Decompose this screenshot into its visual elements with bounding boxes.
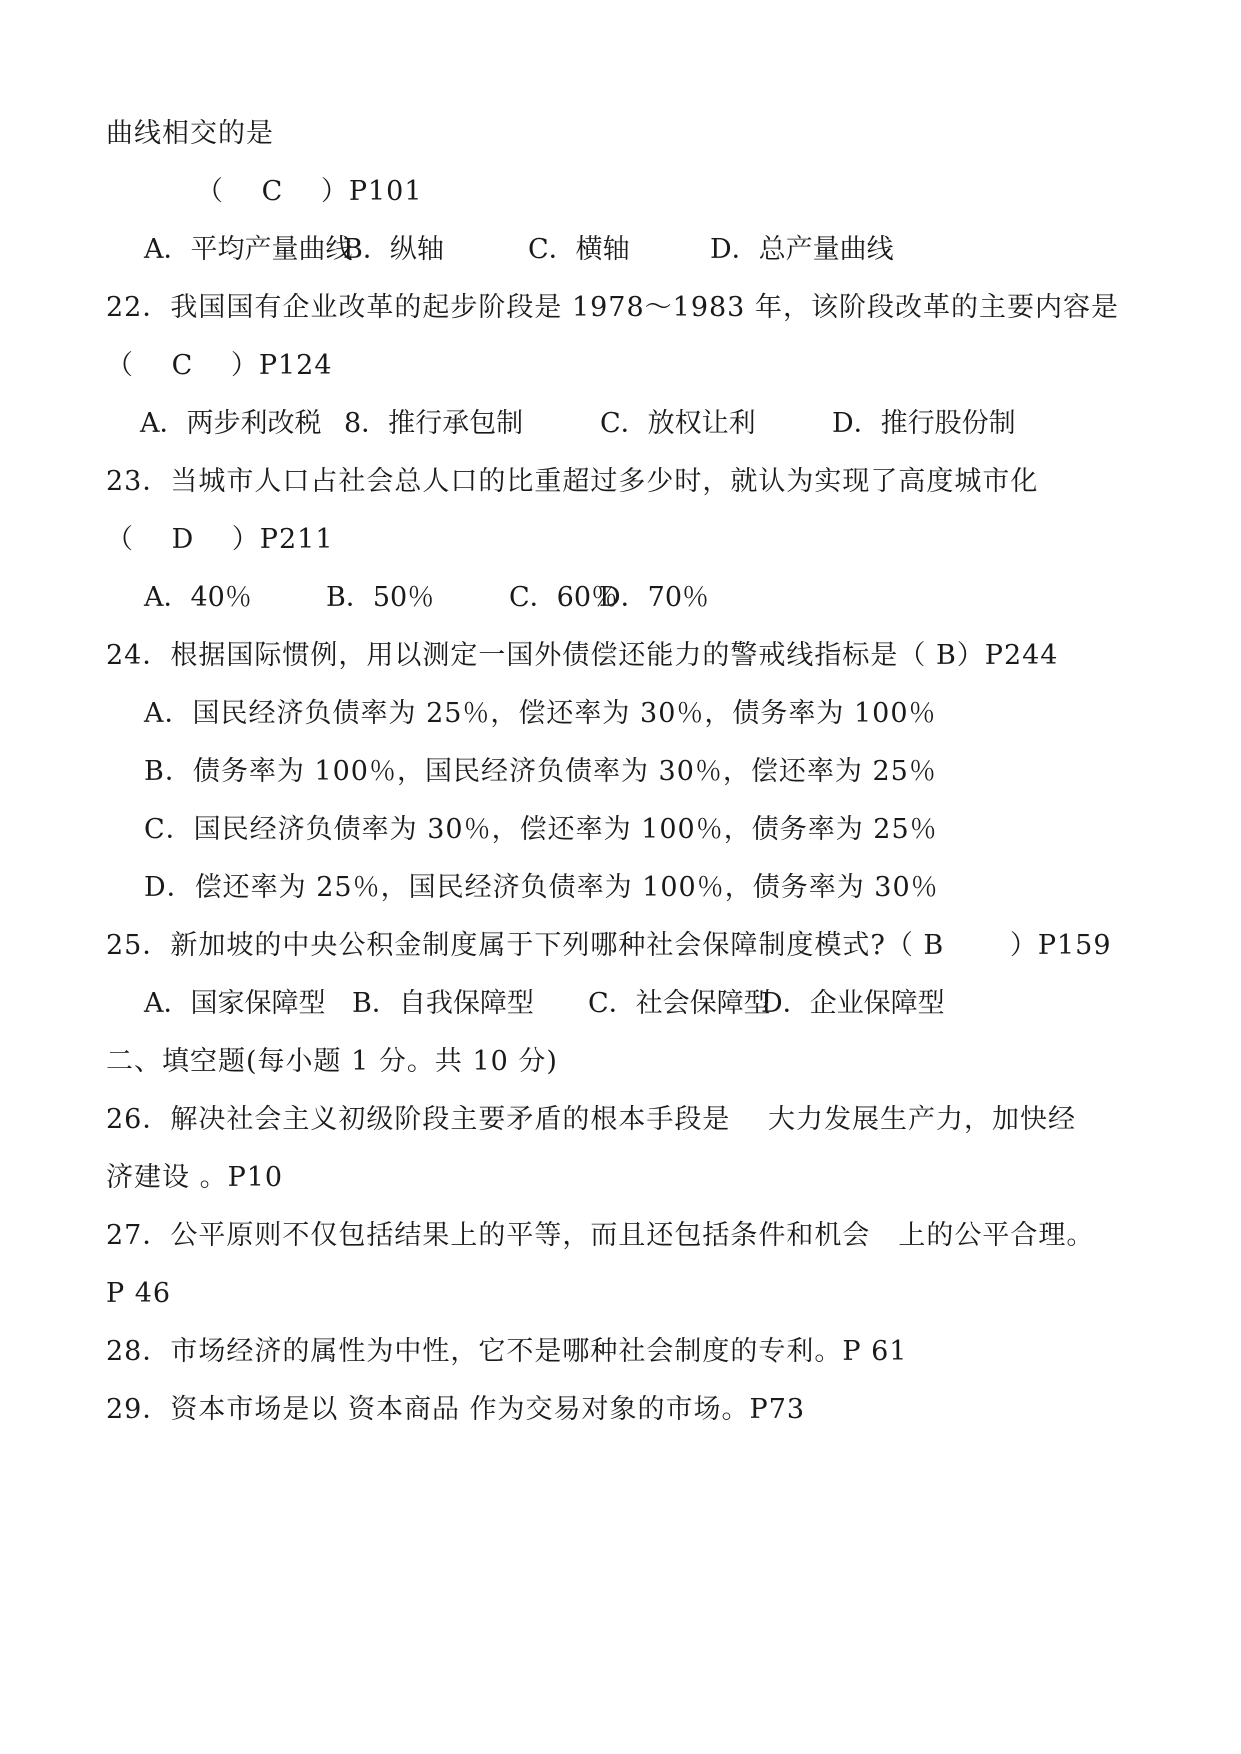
q25-stem: 25．新加坡的中央公积金制度属于下列哪种社会保障制度模式?（ B ）P159 [106, 930, 1112, 961]
q26-line1: 26．解决社会主义初级阶段主要矛盾的根本手段是 大力发展生产力，加快经 [106, 1104, 1076, 1135]
q23-option-c: C．60％ [509, 582, 619, 613]
q23-answer: （ D ）P211 [106, 524, 334, 555]
q21-option-a: A．平均产量曲线 [144, 234, 353, 265]
q22-options [0, 407, 1241, 441]
q23-stem: 23．当城市人口占社会总人口的比重超过多少时，就认为实现了高度城市化 [106, 466, 1039, 497]
q22-option-d: D．推行股份制 [832, 408, 1016, 439]
q24-option-b: B．债务率为 100％，国民经济负债率为 30％，偿还率为 25％ [144, 756, 937, 787]
q24-stem: 24．根据国际惯例，用以测定一国外债偿还能力的警戒线指标是（ B）P244 [106, 640, 1059, 671]
q21-stem-continuation: 曲线相交的是 [106, 118, 274, 149]
q22-option-c: C．放权让利 [600, 408, 756, 439]
q24-option-c: C．国民经济负债率为 30％，偿还率为 100％，债务率为 25％ [144, 814, 938, 845]
q25-option-d: D．企业保障型 [761, 988, 945, 1019]
q27-line1: 27．公平原则不仅包括结果上的平等，而且还包括条件和机会 上的公平合理。 [106, 1220, 1095, 1251]
q21-options [0, 233, 1241, 267]
q22-answer: （ C ）P124 [106, 350, 333, 381]
q22-option-a: A．两步利改税 [140, 408, 322, 439]
q25-options [0, 987, 1241, 1021]
q23-option-b: B．50％ [326, 582, 435, 613]
q25-option-c: C．社会保障型 [588, 988, 771, 1019]
q23-options [0, 581, 1241, 615]
q21-option-c: C．横轴 [528, 234, 630, 265]
q23-option-a: A．40％ [144, 582, 252, 613]
q25-option-a: A．国家保障型 [144, 988, 326, 1019]
q21-option-d: D．总产量曲线 [710, 234, 894, 265]
q21-answer: （ C ）P101 [196, 176, 423, 207]
q29-line1: 29．资本市场是以 资本商品 作为交易对象的市场。P73 [106, 1394, 806, 1425]
section-heading-fill-in: 二、填空题(每小题 1 分。共 10 分) [106, 1046, 558, 1077]
q22-option-b: 8．推行承包制 [344, 408, 524, 439]
q28-line1: 28．市场经济的属性为中性，它不是哪种社会制度的专利。P 61 [106, 1336, 908, 1367]
q22-stem: 22．我国国有企业改革的起步阶段是 1978～1983 年，该阶段改革的主要内容是 [106, 292, 1119, 323]
q23-option-d: D．70％ [599, 582, 710, 613]
q24-option-d: D．偿还率为 25％，国民经济负债率为 100％，债务率为 30％ [144, 872, 939, 903]
q27-line2: P 46 [106, 1278, 172, 1309]
q24-option-a: A．国民经济负债率为 25％，偿还率为 30％，债务率为 100％ [144, 698, 937, 729]
q21-option-b: B．纵轴 [343, 234, 444, 265]
q26-line2: 济建设 。P10 [106, 1162, 284, 1193]
q25-option-b: B．自我保障型 [352, 988, 534, 1019]
